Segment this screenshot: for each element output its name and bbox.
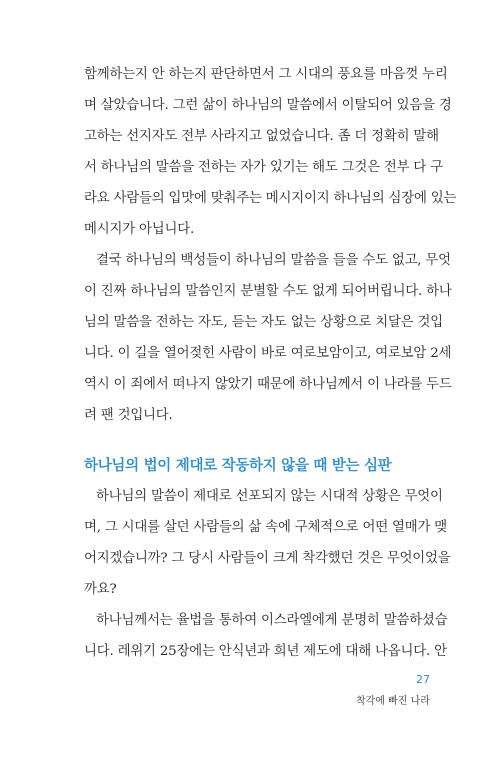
text-line: 결국 하나님의 백성들이 하나님의 말씀을 들을 수도 없고, 무엇 (96, 253, 451, 268)
text-line: 하나님께서는 율법을 통하여 이스라엘에게 분명히 말씀하셨습 (96, 613, 448, 628)
text-line: 서 하나님의 말씀을 전하는 자가 있기는 해도 그것은 전부 다 구 (84, 160, 443, 175)
text-line: 메시지가 아닙니다. (84, 222, 194, 237)
text-line: 님의 말씀을 전하는 자도, 듣는 자도 없는 상황으로 치달은 것입 (84, 315, 443, 330)
text-line: 어지겠습니까? 그 당시 사람들이 크게 착각했던 것은 무엇이었을 (84, 551, 451, 566)
text-line: 까요? (84, 582, 117, 597)
text-line: 고하는 선지자도 전부 사라지고 없었습니다. 좀 더 정확히 말해 (84, 129, 439, 144)
text-line: 며 살았습니다. 그런 삶이 하나님의 말씀에서 이탈되어 있음을 경 (84, 98, 452, 113)
text-line: 역시 이 죄에서 떠나지 않았기 때문에 하나님께서 이 나라를 두드 (84, 377, 452, 392)
text-line: 함께하는지 안 하는지 판단하면서 그 시대의 풍요를 마음껏 누리 (84, 67, 448, 82)
text-line: 이 진짜 하나님의 말씀인지 분별할 수도 없게 되어버립니다. 하나 (84, 284, 452, 299)
section-heading: 하나님의 법이 제대로 작동하지 않을 때 받는 심판 (84, 458, 392, 474)
text-line: 니다. 레위기 25장에는 안식년과 희년 제도에 대해 나옵니다. 안 (84, 644, 447, 659)
running-footer-title: 착각에 빠진 나라 (356, 696, 430, 707)
text-line: 려 팬 것입니다. (84, 408, 173, 423)
page-number: 27 (416, 673, 430, 686)
text-line: 라요 사람들의 입맛에 맞춰주는 메시지이지 하나님의 심장에 있는 (84, 191, 457, 206)
text-line: 하나님의 말씀이 제대로 선포되지 않는 시대적 상황은 무엇이 (96, 489, 443, 504)
text-line: 니다. 이 길을 열어젖힌 사람이 바로 여로보암이고, 여로보암 2세 (84, 346, 452, 361)
text-line: 며, 그 시대를 살던 사람들의 삶 속에 구체적으로 어떤 열매가 맺 (84, 520, 448, 535)
